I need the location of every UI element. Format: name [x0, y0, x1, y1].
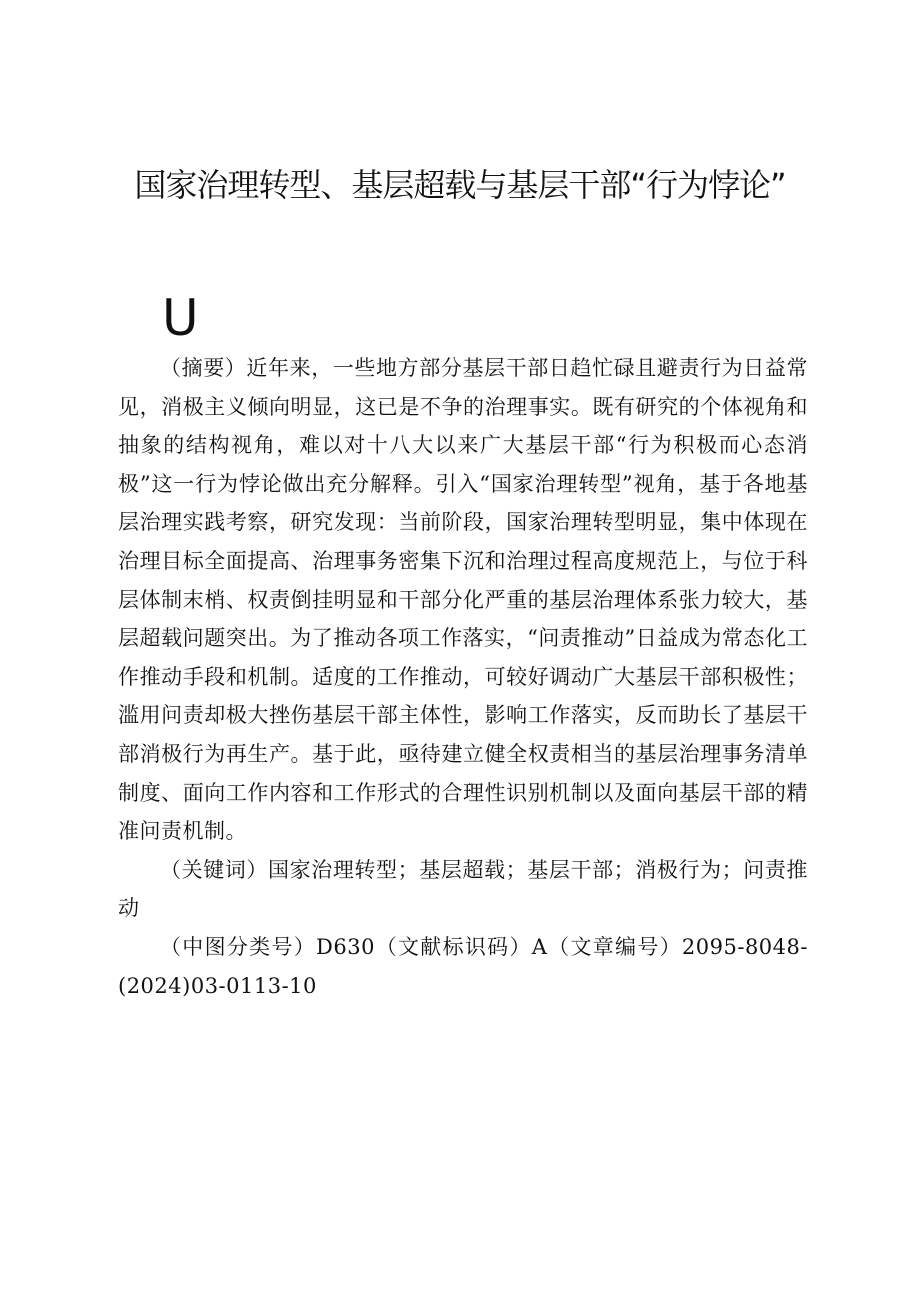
article-body: [118, 349, 808, 1005]
classification-paragraph: （中图分类号）D630（文献标识码）A（文章编号）2095-8048-(2024)03-0113-10: [118, 934, 808, 998]
keywords-paragraph: （关键词）国家治理转型；基层超载；基层干部；消极行为；问责推动: [118, 857, 808, 921]
drop-letter: U: [162, 289, 199, 347]
article-title: 国家治理转型、基层超载与基层干部“行为悖论”: [134, 166, 786, 204]
abstract-paragraph: （摘要）近年来，一些地方部分基层干部日趋忙碌且避责行为日益常见，消极主义倾向明显，这已是不争的治理事实。既有研究的个体视角和抽象的结构视角，难以对十八大以来广大基层干部“行为积极而心态消极”这一行为悖论做出充分解释。引入“国家治理转型”视角，基于各地基层治理实践考察，研究发现：当前阶段，国家治理转型明显，集中体现在治理目标全面提高、治理事务密集下沉和治理过程高度规范上，与位于科层体制末梢、权责倒挂明显和干部分化严重的基层治理体系张力较大，基层超载问题突出。为了推动各项工作落实，“问责推动”日益成为常态化工作推动手段和机制。适度的工作推动，可较好调动广大基层干部积极性；滥用问责却极大挫伤基层干部主体性，影响工作落实，反而助长了基层干部消极行为再生产。基于此，亟待建立健全权责相当的基层治理事务清单制度、面向工作内容和工作形式的合理性识别机制以及面向基层干部的精准问责机制。: [118, 356, 808, 844]
